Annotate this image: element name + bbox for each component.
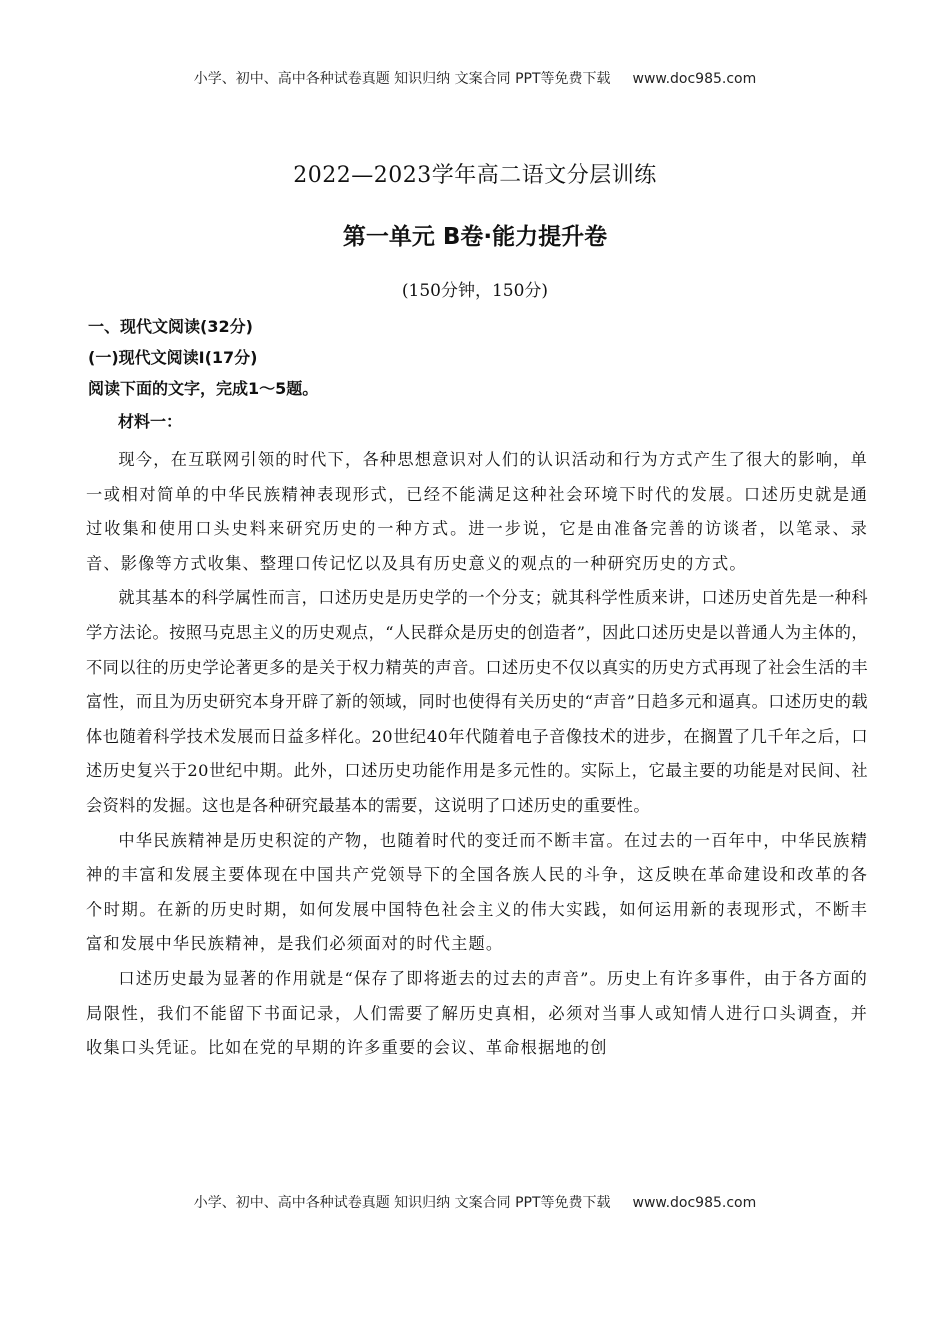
subsection-heading: (一)现代文阅读Ⅰ(17分) [88,348,258,367]
paragraph: 现今，在互联网引领的时代下，各种思想意识对人们的认识活动和行为方式产生了很大的影响，单一或相对简单的中华民族精神表现形式，已经不能满足这种社会环境下时代的发展。口述历史就是通过收集和使用口头史料来研究历史的一种方式。进一步说，它是由准备完善的访谈者，以笔录、录音、影像等方式收集、整理口传记忆以及具有历史意义的观点的一种研究历史的方式。 [86,450,868,573]
page-header [0,68,950,88]
material-label: 材料一： [118,412,183,431]
header-text: 小学、初中、高中各种试卷真题 知识归纳 文案合同 PPT等免费下载 [193,71,611,87]
paragraph: 中华民族精神是历史积淀的产物，也随着时代的变迁而不断丰富。在过去的一百年中，中华民族精神的丰富和发展主要体现在中国共产党领导下的全国各族人民的斗争，这反映在革命建设和改革的各个时期。在新的历史时期，如何发展中国特色社会主义的伟大实践，如何运用新的表现形式，不断丰富和发展中华民族精神，是我们必须面对的时代主题。 [86,830,868,954]
instruction: 阅读下面的文字，完成1～5题。 [88,379,319,398]
header-url[interactable]: www.doc985.com [632,71,757,87]
question-headings [88,311,868,404]
paragraph: 就其基本的科学属性而言，口述历史是历史学的一个分支；就其科学性质来讲，口述历史首先是一种科学方法论。按照马克思主义的历史观点，“人民群众是历史的创造者”，因此口述历史是以普通人为主体的，不同以往的历史学论著更多的是关于权力精英的声音。口述历史不仅以真实的历史方式再现了社会生活的丰富性，而且为历史研究本身开辟了新的领域，同时也使得有关历史的“声音”日趋多元和逼真。口述历史的载体也随着科学技术发展而日益多样化。20世纪40年代随着电子音像技术的进步，在搁置了几千年之后，口述历史复兴于20世纪中期。此外，口述历史功能作用是多元性的。实际上，它最主要的功能是对民间、社会资料的发掘。这也是各种研究最基本的需要，这说明了口述历史的重要性。 [86,588,868,815]
footer-text: 小学、初中、高中各种试卷真题 知识归纳 文案合同 PPT等免费下载 [193,1195,611,1211]
document-subtitle: 第一单元 B卷·能力提升卷 [342,224,608,250]
section-heading: 一、现代文阅读(32分) [88,317,253,336]
page-footer [0,1192,950,1212]
footer-url[interactable]: www.doc985.com [632,1195,757,1211]
time-score-note: (150分钟，150分) [401,281,549,301]
document-title: 2022—2023学年高二语文分层训练 [293,163,657,188]
reading-passage [86,443,868,1066]
paragraph: 口述历史最为显著的作用就是“保存了即将逝去的过去的声音”。历史上有许多事件，由于各方面的局限性，我们不能留下书面记录，人们需要了解历史真相，必须对当事人或知情人进行口头调查，并收集口头凭证。比如在党的早期的许多重要的会议、革命根据地的创 [86,968,868,1058]
